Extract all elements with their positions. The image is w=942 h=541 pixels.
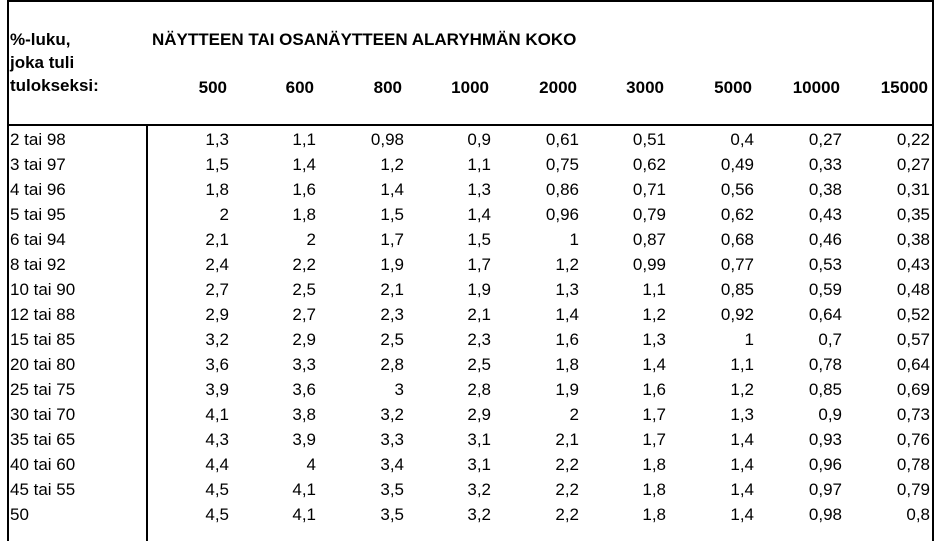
table-cell: 1,3 xyxy=(730,405,754,424)
column-header: 500 xyxy=(198,78,227,97)
table-cell: 3,2 xyxy=(380,405,404,424)
table-cell: 1,6 xyxy=(292,180,316,199)
table-cell: 3,9 xyxy=(205,380,229,399)
table-cell: 2,5 xyxy=(292,280,316,299)
table-cell: 0,98 xyxy=(808,505,842,524)
table-cell: 1,6 xyxy=(642,380,666,399)
row-label: 40 tai 60 xyxy=(10,455,76,474)
table-cell: 1,3 xyxy=(467,180,491,199)
table-cell: 0,43 xyxy=(896,255,930,274)
table-cell: 0,4 xyxy=(730,130,754,149)
table-cell: 1,2 xyxy=(555,255,579,274)
row-label: 30 tai 70 xyxy=(10,405,76,424)
column-header: 600 xyxy=(285,78,314,97)
row-label: 5 tai 95 xyxy=(10,205,66,224)
table-cell: 1,1 xyxy=(467,155,491,174)
table-cell: 0,68 xyxy=(720,230,754,249)
table-cell: 0,78 xyxy=(896,455,930,474)
table-cell: 0,69 xyxy=(896,380,930,399)
table-cell: 0,73 xyxy=(896,405,930,424)
table-cell: 2,5 xyxy=(380,330,404,349)
row-label-heading-2: joka tuli xyxy=(10,53,75,72)
table-cell: 2 xyxy=(569,405,579,424)
table-cell: 1,1 xyxy=(730,355,754,374)
table-cell: 2,9 xyxy=(292,330,316,349)
table-cell: 1,7 xyxy=(642,405,666,424)
table-cell: 1,7 xyxy=(380,230,404,249)
table-cell: 2,7 xyxy=(205,280,229,299)
table-cell: 0,64 xyxy=(808,305,842,324)
table-cell: 1,9 xyxy=(555,380,579,399)
table-cell: 1,2 xyxy=(730,380,754,399)
table-cell: 1,5 xyxy=(380,205,404,224)
table-cell: 0,86 xyxy=(545,180,579,199)
table-cell: 1,5 xyxy=(205,155,229,174)
table-cell: 3 xyxy=(394,380,404,399)
table-cell: 0,56 xyxy=(720,180,754,199)
table-cell: 1,4 xyxy=(555,305,579,324)
table-cell: 4,5 xyxy=(205,480,229,499)
table-cell: 2,3 xyxy=(467,330,491,349)
column-header: 5000 xyxy=(714,78,752,97)
table-cell: 1,4 xyxy=(292,155,316,174)
table-cell: 1,3 xyxy=(555,280,579,299)
table-cell: 2,4 xyxy=(205,255,229,274)
column-header: 3000 xyxy=(626,78,664,97)
table-cell: 0,48 xyxy=(896,280,930,299)
table-cell: 4,4 xyxy=(205,455,229,474)
table-cell: 0,96 xyxy=(545,205,579,224)
table-cell: 0,79 xyxy=(632,205,666,224)
table-cell: 0,78 xyxy=(808,355,842,374)
table-cell: 2,2 xyxy=(292,255,316,274)
row-label: 8 tai 92 xyxy=(10,255,66,274)
column-header: 2000 xyxy=(539,78,577,97)
table-cell: 2,1 xyxy=(380,280,404,299)
table-cell: 2 xyxy=(219,205,229,224)
row-label: 3 tai 97 xyxy=(10,155,66,174)
table-cell: 0,98 xyxy=(370,130,404,149)
table-cell: 1,7 xyxy=(467,255,491,274)
table-cell: 0,61 xyxy=(545,130,579,149)
table-cell: 3,6 xyxy=(205,355,229,374)
row-label: 10 tai 90 xyxy=(10,280,76,299)
table-cell: 1,4 xyxy=(467,205,491,224)
table-cell: 0,53 xyxy=(808,255,842,274)
table-cell: 2 xyxy=(306,230,316,249)
table-cell: 0,87 xyxy=(632,230,666,249)
table-border-left xyxy=(7,0,9,541)
table-cell: 2,5 xyxy=(467,355,491,374)
table-cell: 0,33 xyxy=(808,155,842,174)
row-label: 12 tai 88 xyxy=(10,305,76,324)
table-cell: 1,4 xyxy=(642,355,666,374)
table-cell: 1,7 xyxy=(642,430,666,449)
table-cell: 0,71 xyxy=(632,180,666,199)
table-cell: 1,5 xyxy=(467,230,491,249)
table-cell: 1,8 xyxy=(205,180,229,199)
column-header: 1000 xyxy=(451,78,489,97)
table-cell: 0,22 xyxy=(896,130,930,149)
table-cell: 3,9 xyxy=(292,430,316,449)
table-cell: 0,62 xyxy=(720,205,754,224)
table-cell: 1,8 xyxy=(642,505,666,524)
table-cell: 0,64 xyxy=(896,355,930,374)
table-cell: 2,2 xyxy=(555,505,579,524)
table-cell: 1,4 xyxy=(730,505,754,524)
table-cell: 1 xyxy=(744,330,754,349)
table-cell: 0,9 xyxy=(818,405,842,424)
table-cell: 0,8 xyxy=(906,505,930,524)
table-cell: 3,3 xyxy=(380,430,404,449)
table-cell: 0,9 xyxy=(467,130,491,149)
row-label: 25 tai 75 xyxy=(10,380,76,399)
table-cell: 1,1 xyxy=(642,280,666,299)
table-title: NÄYTTEEN TAI OSANÄYTTEEN ALARYHMÄN KOKO xyxy=(152,30,577,49)
row-label-heading-1: %-luku, xyxy=(10,30,71,49)
table-cell: 1,3 xyxy=(642,330,666,349)
table-cell: 0,59 xyxy=(808,280,842,299)
row-label: 50 xyxy=(10,505,29,524)
table-cell: 4,3 xyxy=(205,430,229,449)
table-cell: 0,51 xyxy=(632,130,666,149)
table-cell: 0,79 xyxy=(896,480,930,499)
table-cell: 0,85 xyxy=(808,380,842,399)
row-label: 2 tai 98 xyxy=(10,130,66,149)
row-label: 15 tai 85 xyxy=(10,330,76,349)
table-cell: 0,31 xyxy=(896,180,930,199)
table-cell: 3,5 xyxy=(380,505,404,524)
table-cell: 1,4 xyxy=(380,180,404,199)
row-label: 20 tai 80 xyxy=(10,355,76,374)
table-cell: 1,4 xyxy=(730,455,754,474)
table-cell: 2,8 xyxy=(467,380,491,399)
table-cell: 1,8 xyxy=(642,480,666,499)
table-cell: 0,99 xyxy=(632,255,666,274)
table-cell: 0,77 xyxy=(720,255,754,274)
table-cell: 2,9 xyxy=(205,305,229,324)
table-cell: 2,2 xyxy=(555,480,579,499)
table-border-top xyxy=(7,0,934,2)
table-cell: 1,2 xyxy=(380,155,404,174)
row-label: 6 tai 94 xyxy=(10,230,66,249)
table-cell: 0,49 xyxy=(720,155,754,174)
label-column-separator xyxy=(146,124,148,541)
table-cell: 3,1 xyxy=(467,455,491,474)
row-label: 4 tai 96 xyxy=(10,180,66,199)
table-cell: 0,62 xyxy=(632,155,666,174)
table-cell: 0,75 xyxy=(545,155,579,174)
row-label-heading-3: tulokseksi: xyxy=(10,76,99,95)
table-cell: 0,27 xyxy=(808,130,842,149)
table-cell: 1,9 xyxy=(467,280,491,299)
column-header: 15000 xyxy=(880,78,928,97)
table-cell: 1,8 xyxy=(642,455,666,474)
table-cell: 0,27 xyxy=(896,155,930,174)
table-cell: 1,9 xyxy=(380,255,404,274)
table-cell: 1,3 xyxy=(205,130,229,149)
table-cell: 3,2 xyxy=(467,505,491,524)
table-cell: 4,1 xyxy=(205,405,229,424)
table-cell: 0,38 xyxy=(896,230,930,249)
table-cell: 4 xyxy=(306,455,316,474)
table-cell: 3,5 xyxy=(380,480,404,499)
table-cell: 0,85 xyxy=(720,280,754,299)
table-cell: 1,4 xyxy=(730,430,754,449)
table-cell: 0,7 xyxy=(818,330,842,349)
table-cell: 0,57 xyxy=(896,330,930,349)
table-cell: 2,7 xyxy=(292,305,316,324)
table-cell: 1 xyxy=(569,230,579,249)
table-cell: 1,6 xyxy=(555,330,579,349)
table-cell: 0,43 xyxy=(808,205,842,224)
table-cell: 0,97 xyxy=(808,480,842,499)
table-cell: 2,8 xyxy=(380,355,404,374)
table-cell: 1,1 xyxy=(292,130,316,149)
table-cell: 3,2 xyxy=(467,480,491,499)
table-cell: 3,8 xyxy=(292,405,316,424)
table-cell: 0,93 xyxy=(808,430,842,449)
table-cell: 1,2 xyxy=(642,305,666,324)
table-cell: 0,46 xyxy=(808,230,842,249)
table-cell: 0,92 xyxy=(720,305,754,324)
table-cell: 1,8 xyxy=(555,355,579,374)
table-cell: 3,3 xyxy=(292,355,316,374)
table-cell: 2,9 xyxy=(467,405,491,424)
table-cell: 2,1 xyxy=(555,430,579,449)
row-label: 45 tai 55 xyxy=(10,480,76,499)
table-cell: 1,4 xyxy=(730,480,754,499)
table-cell: 2,3 xyxy=(380,305,404,324)
table-cell: 1,8 xyxy=(292,205,316,224)
table-cell: 4,1 xyxy=(292,480,316,499)
table-cell: 2,1 xyxy=(205,230,229,249)
table-cell: 4,5 xyxy=(205,505,229,524)
table-cell: 0,76 xyxy=(896,430,930,449)
table-cell: 2,1 xyxy=(467,305,491,324)
table-cell: 0,96 xyxy=(808,455,842,474)
table-cell: 3,6 xyxy=(292,380,316,399)
table-cell: 4,1 xyxy=(292,505,316,524)
column-header: 10000 xyxy=(792,78,840,97)
column-header: 800 xyxy=(373,78,402,97)
table-cell: 2,2 xyxy=(555,455,579,474)
table-cell: 3,4 xyxy=(380,455,404,474)
table-cell: 0,35 xyxy=(896,205,930,224)
table-cell: 0,38 xyxy=(808,180,842,199)
table-cell: 3,2 xyxy=(205,330,229,349)
table-cell: 3,1 xyxy=(467,430,491,449)
table-cell: 0,52 xyxy=(896,305,930,324)
table-border-right xyxy=(932,0,934,541)
row-label: 35 tai 65 xyxy=(10,430,76,449)
